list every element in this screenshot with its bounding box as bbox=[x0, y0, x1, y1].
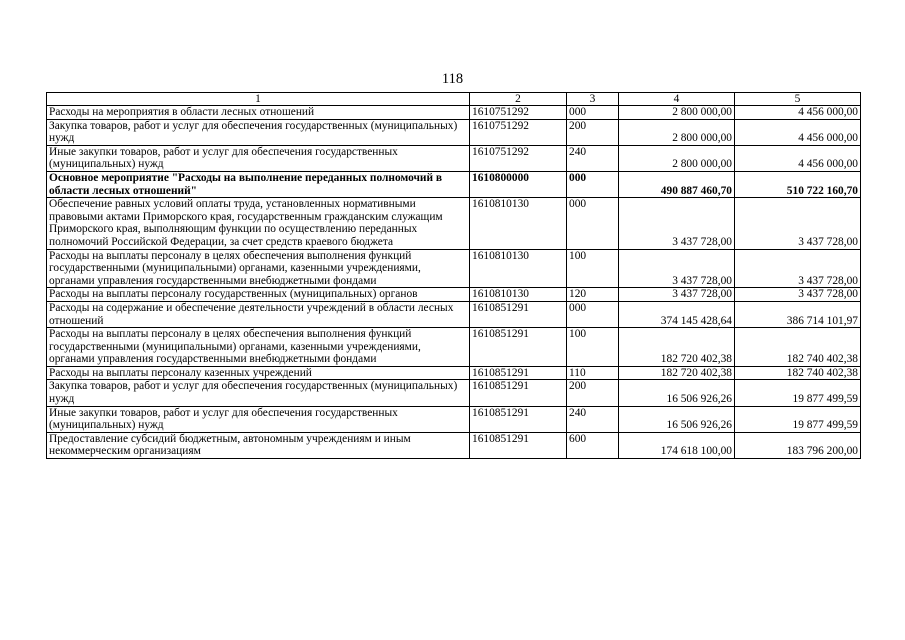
row-target-code: 1610851291 bbox=[470, 301, 567, 327]
row-amount-col4: 2 800 000,00 bbox=[619, 119, 735, 145]
row-target-code: 1610810130 bbox=[470, 288, 567, 302]
row-amount-col4: 182 720 402,38 bbox=[619, 366, 735, 380]
column-header: 5 bbox=[735, 93, 861, 106]
row-expense-type: 240 bbox=[567, 406, 619, 432]
row-name: Закупка товаров, работ и услуг для обеспечения государственных (муниципальных) нужд bbox=[47, 380, 470, 406]
row-name: Обеспечение равных условий оплаты труда, установленных нормативными правовыми актами Приморского края, государственным гражданским служащим Приморского края, выполняющим функции по осуществлению переданных полномочий Российской Федерации, за счет средств краевого бюджета bbox=[47, 198, 470, 249]
row-expense-type: 200 bbox=[567, 380, 619, 406]
row-amount-col4: 174 618 100,00 bbox=[619, 432, 735, 458]
table-header-row bbox=[47, 93, 861, 106]
row-amount-col4: 3 437 728,00 bbox=[619, 249, 735, 288]
row-target-code: 1610851291 bbox=[470, 366, 567, 380]
table-row bbox=[47, 432, 861, 458]
table-row bbox=[47, 119, 861, 145]
row-expense-type: 120 bbox=[567, 288, 619, 302]
row-target-code: 1610751292 bbox=[470, 119, 567, 145]
column-header: 2 bbox=[470, 93, 567, 106]
row-amount-col5: 19 877 499,59 bbox=[735, 380, 861, 406]
row-amount-col4: 16 506 926,26 bbox=[619, 380, 735, 406]
row-amount-col5: 182 740 402,38 bbox=[735, 328, 861, 367]
budget-table bbox=[46, 92, 861, 459]
row-target-code: 1610851291 bbox=[470, 380, 567, 406]
table-row bbox=[47, 288, 861, 302]
row-expense-type: 100 bbox=[567, 328, 619, 367]
row-amount-col4: 374 145 428,64 bbox=[619, 301, 735, 327]
row-target-code: 1610851291 bbox=[470, 432, 567, 458]
row-expense-type: 200 bbox=[567, 119, 619, 145]
row-name: Расходы на выплаты персоналу в целях обеспечения выполнения функций государственными (муниципальными) органами, казенными учреждениями, органами управления государственными внебюджетными фондами bbox=[47, 249, 470, 288]
row-amount-col4: 3 437 728,00 bbox=[619, 288, 735, 302]
page-number: 118 bbox=[441, 71, 464, 87]
row-amount-col5: 4 456 000,00 bbox=[735, 106, 861, 120]
row-target-code: 1610851291 bbox=[470, 406, 567, 432]
table-row-main-measure bbox=[47, 171, 861, 197]
table-row bbox=[47, 366, 861, 380]
row-amount-col5: 183 796 200,00 bbox=[735, 432, 861, 458]
row-expense-type: 110 bbox=[567, 366, 619, 380]
table-row bbox=[47, 328, 861, 367]
row-expense-type: 600 bbox=[567, 432, 619, 458]
row-target-code: 1610800000 bbox=[470, 171, 567, 197]
row-expense-type: 000 bbox=[567, 171, 619, 197]
row-amount-col4: 16 506 926,26 bbox=[619, 406, 735, 432]
table-row bbox=[47, 406, 861, 432]
row-target-code: 1610810130 bbox=[470, 249, 567, 288]
row-name: Расходы на содержание и обеспечение деятельности учреждений в области лесных отношений bbox=[47, 301, 470, 327]
row-target-code: 1610751292 bbox=[470, 106, 567, 120]
row-expense-type: 240 bbox=[567, 145, 619, 171]
row-amount-col4: 2 800 000,00 bbox=[619, 145, 735, 171]
row-expense-type: 100 bbox=[567, 249, 619, 288]
row-name: Закупка товаров, работ и услуг для обеспечения государственных (муниципальных) нужд bbox=[47, 119, 470, 145]
row-expense-type: 000 bbox=[567, 301, 619, 327]
row-name: Предоставление субсидий бюджетным, автономным учреждениям и иным некоммерческим организациям bbox=[47, 432, 470, 458]
row-target-code: 1610851291 bbox=[470, 328, 567, 367]
column-header: 4 bbox=[619, 93, 735, 106]
row-name: Иные закупки товаров, работ и услуг для обеспечения государственных (муниципальных) нужд bbox=[47, 406, 470, 432]
table-row bbox=[47, 145, 861, 171]
row-target-code: 1610751292 bbox=[470, 145, 567, 171]
row-name: Расходы на выплаты персоналу казенных учреждений bbox=[47, 366, 470, 380]
row-amount-col5: 510 722 160,70 bbox=[735, 171, 861, 197]
row-amount-col4: 2 800 000,00 bbox=[619, 106, 735, 120]
row-expense-type: 000 bbox=[567, 106, 619, 120]
row-name: Расходы на мероприятия в области лесных отношений bbox=[47, 106, 470, 120]
table-row bbox=[47, 380, 861, 406]
row-amount-col5: 3 437 728,00 bbox=[735, 249, 861, 288]
row-name: Основное мероприятие "Расходы на выполнение переданных полномочий в области лесных отношений" bbox=[47, 171, 470, 197]
column-header: 1 bbox=[47, 93, 470, 106]
row-amount-col5: 4 456 000,00 bbox=[735, 145, 861, 171]
table-row bbox=[47, 249, 861, 288]
row-name: Расходы на выплаты персоналу в целях обеспечения выполнения функций государственными (муниципальными) органами, казенными учреждениями, органами управления государственными внебюджетными фондами bbox=[47, 328, 470, 367]
row-amount-col4: 490 887 460,70 bbox=[619, 171, 735, 197]
table-row bbox=[47, 106, 861, 120]
table-row bbox=[47, 198, 861, 249]
row-amount-col4: 3 437 728,00 bbox=[619, 198, 735, 249]
row-amount-col5: 3 437 728,00 bbox=[735, 288, 861, 302]
row-amount-col4: 182 720 402,38 bbox=[619, 328, 735, 367]
row-name: Расходы на выплаты персоналу государственных (муниципальных) органов bbox=[47, 288, 470, 302]
row-expense-type: 000 bbox=[567, 198, 619, 249]
row-amount-col5: 386 714 101,97 bbox=[735, 301, 861, 327]
row-name: Иные закупки товаров, работ и услуг для обеспечения государственных (муниципальных) нужд bbox=[47, 145, 470, 171]
row-amount-col5: 4 456 000,00 bbox=[735, 119, 861, 145]
row-amount-col5: 19 877 499,59 bbox=[735, 406, 861, 432]
table-row bbox=[47, 301, 861, 327]
row-amount-col5: 182 740 402,38 bbox=[735, 366, 861, 380]
row-target-code: 1610810130 bbox=[470, 198, 567, 249]
row-amount-col5: 3 437 728,00 bbox=[735, 198, 861, 249]
column-header: 3 bbox=[567, 93, 619, 106]
